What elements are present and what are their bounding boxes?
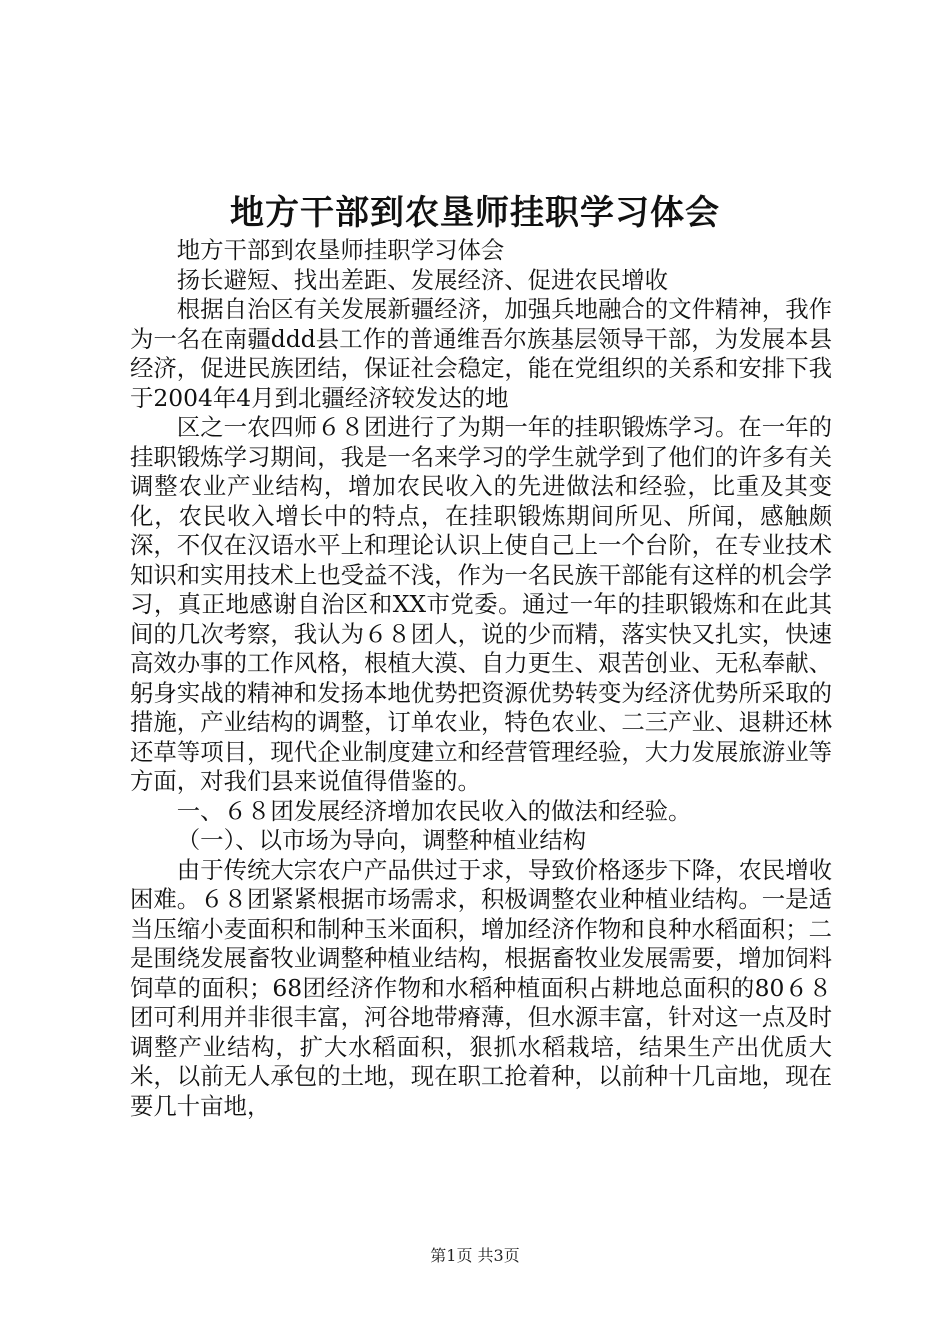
subsection-heading: （一）、以市场为导向，调整种植业结构 xyxy=(176,826,587,854)
document-body xyxy=(130,236,832,1121)
theme-line: 扬长避短、找出差距、发展经济、促进农民增收 xyxy=(176,265,668,294)
paragraph: 根据自治区有关发展新疆经济，加强兵地融合的文件精神，我作为一名在南疆ddd县工作的普通维吾尔族基层领导干部，为发展本县经济，促进民族团结，保证社会稳定，能在党组织的关系和安排下我于2004年4月到北疆经济较发达的地 xyxy=(130,295,832,412)
paragraph: 区之一农四师６８团进行了为期一年的挂职锻炼学习。在一年的挂职锻炼学习期间，我是一名来学习的学生就学到了他们的许多有关调整农业产业结构，增加农民收入的先进做法和经验，比重及其变化，农民收入增长中的特点，在挂职锻炼期间所见、所闻，感触颇深，不仅在汉语水平上和理论认识上使自己上一个台阶，在专业技术知识和实用技术上也受益不浅，作为一名民族干部能有这样的机会学习，真正地感谢自治区和XX市党委。通过一年的挂职锻炼和在此其间的几次考察，我认为６８团人，说的少而精，落实快又扎实，快速高效办事的工作风格，根植大漠、自力更生、艰苦创业、无私奉献、躬身实战的精神和发扬本地优势把资源优势转变为经济优势所采取的措施，产业结构的调整，订单农业，特色农业、二三产业、退耕还林还草等项目，现代企业制度建立和经营管理经验，大力发展旅游业等方面，对我们县来说值得借鉴的。 xyxy=(130,413,832,795)
section-heading: 一、６８团发展经济增加农民收入的做法和经验。 xyxy=(176,796,692,825)
page-number: 第1页 共3页 xyxy=(430,1246,520,1265)
paragraph: 由于传统大宗农户产品供过于求，导致价格逐步下降，农民增收困难。６８团紧紧根据市场需求，积极调整农业种植业结构。一是适当压缩小麦面积和制种玉米面积，增加经济作物和良种水稻面积；二是围绕发展畜牧业调整种植业结构，根据畜牧业发展需要，增加饲料饲草的面积；68团经济作物和水稻种植面积占耕地总面积的80６８团可利用并非很丰富，河谷地带瘠薄，但水源丰富，针对这一点及时调整产业结构，扩大水稻面积，狠抓水稻栽培，结果生产出优质大米，以前无人承包的土地，现在职工抢着种，以前种十几亩地，现在要几十亩地， xyxy=(130,855,832,1120)
subtitle-line: 地方干部到农垦师挂职学习体会 xyxy=(176,236,505,264)
document-title: 地方干部到农垦师挂职学习体会 xyxy=(230,193,720,233)
